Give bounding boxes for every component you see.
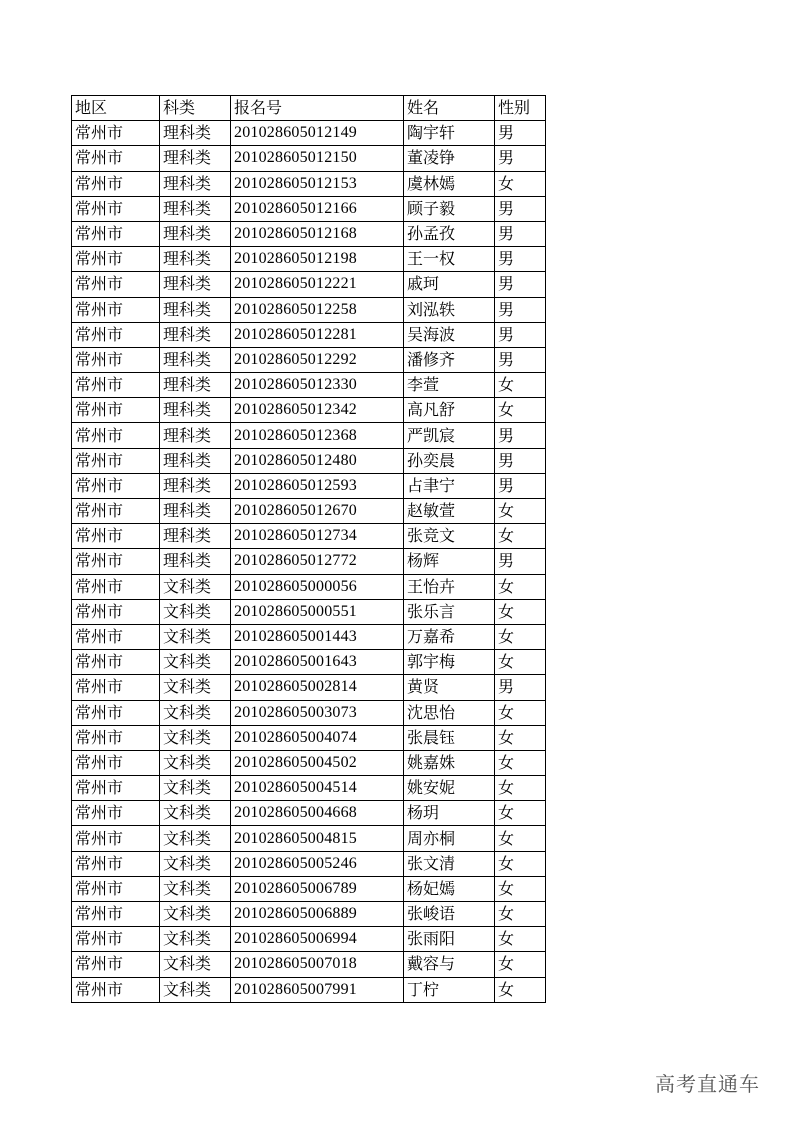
- category-cell: 文科类: [160, 700, 231, 725]
- table-row: [72, 373, 546, 398]
- category-cell: 理科类: [160, 247, 231, 272]
- category-cell: 文科类: [160, 801, 231, 826]
- name-cell: 孙孟孜: [404, 221, 495, 246]
- region-cell: 常州市: [72, 801, 160, 826]
- table-row: [72, 347, 546, 372]
- name-cell: 张文清: [404, 851, 495, 876]
- category-cell: 理科类: [160, 448, 231, 473]
- category-cell: 文科类: [160, 599, 231, 624]
- registration-number-cell: 201028605012149: [231, 121, 404, 146]
- table-row: [72, 801, 546, 826]
- name-cell: 郭宇梅: [404, 650, 495, 675]
- table-header: [72, 96, 546, 121]
- gender-cell: 女: [495, 624, 546, 649]
- gender-cell: 男: [495, 473, 546, 498]
- gender-cell: 女: [495, 750, 546, 775]
- category-cell: 理科类: [160, 272, 231, 297]
- gender-cell: 男: [495, 146, 546, 171]
- region-cell: 常州市: [72, 398, 160, 423]
- table-row: [72, 977, 546, 1002]
- category-cell: 理科类: [160, 146, 231, 171]
- region-cell: 常州市: [72, 322, 160, 347]
- registration-number-cell: 201028605012292: [231, 347, 404, 372]
- gender-cell: 男: [495, 549, 546, 574]
- gender-cell: 男: [495, 121, 546, 146]
- category-cell: 文科类: [160, 776, 231, 801]
- category-cell: 文科类: [160, 826, 231, 851]
- name-cell: 高凡舒: [404, 398, 495, 423]
- gender-cell: 女: [495, 952, 546, 977]
- category-cell: 理科类: [160, 499, 231, 524]
- name-cell: 姚嘉姝: [404, 750, 495, 775]
- registration-number-cell: 201028605002814: [231, 675, 404, 700]
- category-cell: 理科类: [160, 423, 231, 448]
- region-cell: 常州市: [72, 902, 160, 927]
- table-row: [72, 624, 546, 649]
- name-cell: 张峻语: [404, 902, 495, 927]
- table-row: [72, 952, 546, 977]
- category-cell: 理科类: [160, 196, 231, 221]
- student-roster-table: [71, 95, 546, 1003]
- gender-cell: 男: [495, 221, 546, 246]
- region-cell: 常州市: [72, 927, 160, 952]
- gender-cell: 女: [495, 977, 546, 1002]
- table-row: [72, 876, 546, 901]
- table-row: [72, 247, 546, 272]
- name-cell: 严凯宸: [404, 423, 495, 448]
- region-cell: 常州市: [72, 473, 160, 498]
- region-cell: 常州市: [72, 574, 160, 599]
- gender-cell: 女: [495, 776, 546, 801]
- category-cell: 文科类: [160, 650, 231, 675]
- gender-cell: 女: [495, 650, 546, 675]
- registration-number-cell: 201028605000551: [231, 599, 404, 624]
- registration-number-cell: 201028605012772: [231, 549, 404, 574]
- table-row: [72, 221, 546, 246]
- registration-number-cell: 201028605012221: [231, 272, 404, 297]
- category-cell: 文科类: [160, 952, 231, 977]
- table-row: [72, 448, 546, 473]
- region-cell: 常州市: [72, 725, 160, 750]
- gender-cell: 女: [495, 373, 546, 398]
- category-cell: 理科类: [160, 473, 231, 498]
- name-cell: 陶宇轩: [404, 121, 495, 146]
- gender-cell: 女: [495, 171, 546, 196]
- category-cell: 文科类: [160, 902, 231, 927]
- region-cell: 常州市: [72, 700, 160, 725]
- name-cell: 董凌铮: [404, 146, 495, 171]
- registration-number-cell: 201028605012153: [231, 171, 404, 196]
- table-row: [72, 650, 546, 675]
- region-cell: 常州市: [72, 675, 160, 700]
- registration-number-cell: 201028605004074: [231, 725, 404, 750]
- table-row: [72, 297, 546, 322]
- header-row: [72, 96, 546, 121]
- header-gender: 性别: [495, 96, 546, 121]
- gender-cell: 男: [495, 297, 546, 322]
- gender-cell: 男: [495, 423, 546, 448]
- region-cell: 常州市: [72, 549, 160, 574]
- gender-cell: 女: [495, 725, 546, 750]
- category-cell: 理科类: [160, 297, 231, 322]
- registration-number-cell: 201028605005246: [231, 851, 404, 876]
- name-cell: 姚安妮: [404, 776, 495, 801]
- registration-number-cell: 201028605006789: [231, 876, 404, 901]
- registration-number-cell: 201028605001643: [231, 650, 404, 675]
- region-cell: 常州市: [72, 826, 160, 851]
- registration-number-cell: 201028605003073: [231, 700, 404, 725]
- registration-number-cell: 201028605012670: [231, 499, 404, 524]
- name-cell: 杨妃嫣: [404, 876, 495, 901]
- region-cell: 常州市: [72, 448, 160, 473]
- registration-number-cell: 201028605012330: [231, 373, 404, 398]
- region-cell: 常州市: [72, 121, 160, 146]
- gender-cell: 女: [495, 927, 546, 952]
- gender-cell: 女: [495, 902, 546, 927]
- region-cell: 常州市: [72, 750, 160, 775]
- table-row: [72, 322, 546, 347]
- gender-cell: 女: [495, 398, 546, 423]
- category-cell: 理科类: [160, 171, 231, 196]
- table-row: [72, 700, 546, 725]
- category-cell: 文科类: [160, 851, 231, 876]
- region-cell: 常州市: [72, 851, 160, 876]
- category-cell: 理科类: [160, 524, 231, 549]
- region-cell: 常州市: [72, 221, 160, 246]
- category-cell: 理科类: [160, 121, 231, 146]
- registration-number-cell: 201028605007018: [231, 952, 404, 977]
- region-cell: 常州市: [72, 650, 160, 675]
- region-cell: 常州市: [72, 423, 160, 448]
- name-cell: 李萱: [404, 373, 495, 398]
- name-cell: 张晨钰: [404, 725, 495, 750]
- gender-cell: 男: [495, 448, 546, 473]
- region-cell: 常州市: [72, 297, 160, 322]
- table-row: [72, 826, 546, 851]
- table-row: [72, 902, 546, 927]
- gender-cell: 男: [495, 675, 546, 700]
- name-cell: 丁柠: [404, 977, 495, 1002]
- name-cell: 张乐言: [404, 599, 495, 624]
- registration-number-cell: 201028605007991: [231, 977, 404, 1002]
- category-cell: 理科类: [160, 549, 231, 574]
- category-cell: 理科类: [160, 373, 231, 398]
- name-cell: 王怡卉: [404, 574, 495, 599]
- registration-number-cell: 201028605012342: [231, 398, 404, 423]
- category-cell: 文科类: [160, 977, 231, 1002]
- region-cell: 常州市: [72, 977, 160, 1002]
- region-cell: 常州市: [72, 524, 160, 549]
- registration-number-cell: 201028605012593: [231, 473, 404, 498]
- registration-number-cell: 201028605012734: [231, 524, 404, 549]
- table-row: [72, 196, 546, 221]
- registration-number-cell: 201028605012368: [231, 423, 404, 448]
- name-cell: 刘泓轶: [404, 297, 495, 322]
- name-cell: 张雨阳: [404, 927, 495, 952]
- category-cell: 理科类: [160, 347, 231, 372]
- registration-number-cell: 201028605004815: [231, 826, 404, 851]
- header-category: 科类: [160, 96, 231, 121]
- registration-number-cell: 201028605012166: [231, 196, 404, 221]
- region-cell: 常州市: [72, 876, 160, 901]
- name-cell: 黄贤: [404, 675, 495, 700]
- header-region: 地区: [72, 96, 160, 121]
- name-cell: 王一权: [404, 247, 495, 272]
- header-name: 姓名: [404, 96, 495, 121]
- name-cell: 沈思怡: [404, 700, 495, 725]
- table-row: [72, 851, 546, 876]
- region-cell: 常州市: [72, 776, 160, 801]
- registration-number-cell: 201028605001443: [231, 624, 404, 649]
- gender-cell: 女: [495, 499, 546, 524]
- region-cell: 常州市: [72, 373, 160, 398]
- table-row: [72, 750, 546, 775]
- registration-number-cell: 201028605012480: [231, 448, 404, 473]
- registration-number-cell: 201028605012281: [231, 322, 404, 347]
- name-cell: 周亦桐: [404, 826, 495, 851]
- registration-number-cell: 201028605006889: [231, 902, 404, 927]
- category-cell: 理科类: [160, 322, 231, 347]
- gender-cell: 女: [495, 851, 546, 876]
- region-cell: 常州市: [72, 196, 160, 221]
- name-cell: 张竞文: [404, 524, 495, 549]
- registration-number-cell: 201028605012150: [231, 146, 404, 171]
- header-registration-number: 报名号: [231, 96, 404, 121]
- category-cell: 文科类: [160, 876, 231, 901]
- name-cell: 万嘉希: [404, 624, 495, 649]
- registration-number-cell: 201028605004668: [231, 801, 404, 826]
- category-cell: 文科类: [160, 750, 231, 775]
- table-row: [72, 272, 546, 297]
- table-row: [72, 675, 546, 700]
- table-body: [72, 121, 546, 1003]
- name-cell: 赵敏萱: [404, 499, 495, 524]
- name-cell: 吴海波: [404, 322, 495, 347]
- watermark-text: 高考直通车: [655, 1072, 760, 1096]
- gender-cell: 女: [495, 801, 546, 826]
- gender-cell: 男: [495, 196, 546, 221]
- region-cell: 常州市: [72, 599, 160, 624]
- name-cell: 虞林嫣: [404, 171, 495, 196]
- gender-cell: 女: [495, 599, 546, 624]
- region-cell: 常州市: [72, 247, 160, 272]
- region-cell: 常州市: [72, 272, 160, 297]
- gender-cell: 女: [495, 826, 546, 851]
- category-cell: 理科类: [160, 221, 231, 246]
- table-row: [72, 599, 546, 624]
- registration-number-cell: 201028605004514: [231, 776, 404, 801]
- region-cell: 常州市: [72, 347, 160, 372]
- registration-number-cell: 201028605004502: [231, 750, 404, 775]
- gender-cell: 男: [495, 322, 546, 347]
- name-cell: 潘修齐: [404, 347, 495, 372]
- table-row: [72, 146, 546, 171]
- table-row: [72, 776, 546, 801]
- table-row: [72, 398, 546, 423]
- table-row: [72, 574, 546, 599]
- name-cell: 杨辉: [404, 549, 495, 574]
- region-cell: 常州市: [72, 146, 160, 171]
- gender-cell: 女: [495, 524, 546, 549]
- registration-number-cell: 201028605000056: [231, 574, 404, 599]
- table-row: [72, 549, 546, 574]
- gender-cell: 女: [495, 574, 546, 599]
- name-cell: 杨玥: [404, 801, 495, 826]
- table-row: [72, 121, 546, 146]
- region-cell: 常州市: [72, 952, 160, 977]
- registration-number-cell: 201028605012258: [231, 297, 404, 322]
- name-cell: 占聿宁: [404, 473, 495, 498]
- gender-cell: 女: [495, 876, 546, 901]
- category-cell: 文科类: [160, 927, 231, 952]
- table-row: [72, 473, 546, 498]
- gender-cell: 男: [495, 247, 546, 272]
- registration-number-cell: 201028605012168: [231, 221, 404, 246]
- region-cell: 常州市: [72, 624, 160, 649]
- table-row: [72, 423, 546, 448]
- name-cell: 孙奕晨: [404, 448, 495, 473]
- category-cell: 文科类: [160, 725, 231, 750]
- table-row: [72, 927, 546, 952]
- registration-number-cell: 201028605012198: [231, 247, 404, 272]
- registration-number-cell: 201028605006994: [231, 927, 404, 952]
- category-cell: 文科类: [160, 574, 231, 599]
- gender-cell: 男: [495, 272, 546, 297]
- category-cell: 文科类: [160, 624, 231, 649]
- region-cell: 常州市: [72, 171, 160, 196]
- name-cell: 顾子毅: [404, 196, 495, 221]
- gender-cell: 男: [495, 347, 546, 372]
- name-cell: 戚珂: [404, 272, 495, 297]
- category-cell: 文科类: [160, 675, 231, 700]
- table-row: [72, 499, 546, 524]
- category-cell: 理科类: [160, 398, 231, 423]
- region-cell: 常州市: [72, 499, 160, 524]
- table-row: [72, 725, 546, 750]
- name-cell: 戴容与: [404, 952, 495, 977]
- table-row: [72, 171, 546, 196]
- gender-cell: 女: [495, 700, 546, 725]
- table-row: [72, 524, 546, 549]
